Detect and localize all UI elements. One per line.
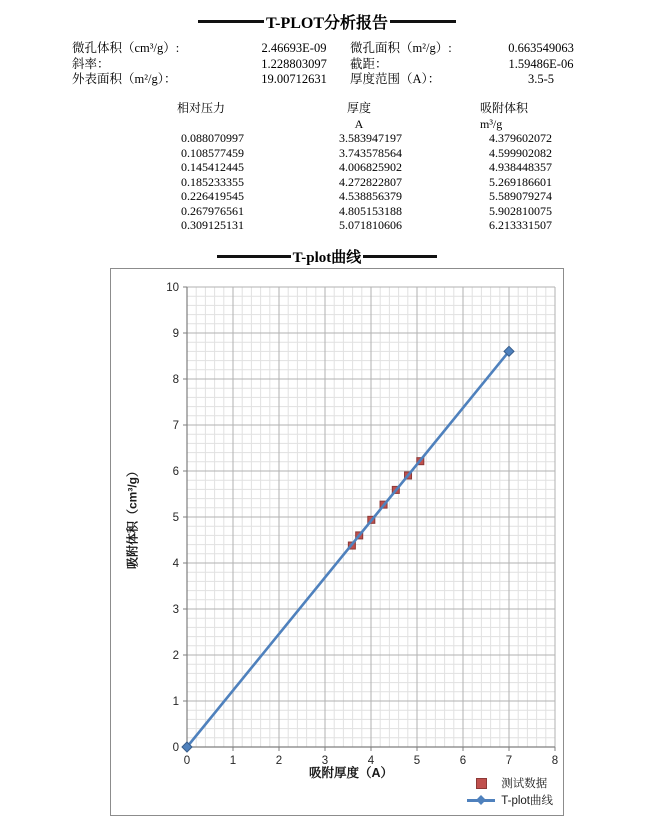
y-tick-label: 1 bbox=[172, 696, 179, 708]
table-cell: 0.185233355 bbox=[181, 174, 244, 189]
legend-label: 测试数据 bbox=[501, 778, 548, 790]
y-tick-label: 6 bbox=[172, 466, 179, 478]
param-value: 19.00712631 bbox=[261, 72, 327, 86]
data-table bbox=[0, 100, 654, 233]
table-cell: 0.088070997 bbox=[181, 131, 244, 145]
y-tick-label: 3 bbox=[172, 604, 179, 616]
table-cell: 0.226419545 bbox=[181, 189, 244, 203]
x-tick-label: 5 bbox=[413, 755, 421, 767]
title-dash-right bbox=[390, 20, 456, 23]
y-tick-label: 7 bbox=[172, 420, 179, 432]
legend-label: T-plot曲线 bbox=[501, 795, 553, 807]
report-title bbox=[0, 10, 654, 33]
chart-title bbox=[0, 246, 654, 267]
x-tick-label: 8 bbox=[551, 755, 559, 767]
param-label: 微孔体积（cm³/g）: bbox=[72, 41, 180, 55]
legend-item bbox=[467, 793, 553, 807]
table-cell: 4.379602072 bbox=[489, 131, 552, 145]
table-cell: 5.902810075 bbox=[489, 203, 552, 218]
table-cell: 3.743578564 bbox=[339, 145, 402, 160]
table-cell: 0.145412445 bbox=[181, 160, 244, 174]
chart-legend bbox=[467, 776, 553, 807]
column-header: 吸附体积 bbox=[480, 101, 529, 115]
y-tick-label: 2 bbox=[172, 650, 179, 662]
table-cell: 5.071810606 bbox=[339, 218, 402, 232]
table-cell: 4.805153188 bbox=[339, 203, 402, 218]
x-tick-label: 7 bbox=[505, 755, 513, 767]
table-cell: 0.108577459 bbox=[181, 145, 244, 160]
table-cell: 4.599902082 bbox=[489, 145, 552, 160]
table-cell: 5.589079274 bbox=[489, 189, 552, 203]
title-dash-left bbox=[198, 20, 264, 23]
y-tick-label: 5 bbox=[172, 512, 179, 524]
y-tick-label: 10 bbox=[166, 282, 179, 294]
chart-title-text: T-plot曲线 bbox=[292, 250, 362, 266]
table-row bbox=[0, 218, 654, 233]
param-label: 外表面积（m²/g）： bbox=[72, 72, 177, 86]
table-cell: 6.213331507 bbox=[489, 218, 552, 232]
diamond-marker-icon bbox=[476, 795, 486, 805]
table-row bbox=[0, 175, 654, 190]
x-tick-label: 6 bbox=[459, 755, 467, 767]
report-parameters bbox=[72, 41, 596, 88]
chart-title-dash-left bbox=[217, 255, 291, 258]
param-value: 1.59486E-06 bbox=[508, 56, 574, 71]
column-unit: A bbox=[354, 117, 364, 131]
table-row bbox=[0, 204, 654, 219]
param-label: 厚度范围（A）： bbox=[350, 72, 441, 86]
x-tick-label: 4 bbox=[367, 755, 375, 767]
table-cell: 4.006825902 bbox=[339, 160, 402, 174]
parameter-row bbox=[72, 57, 596, 73]
x-tick-label: 3 bbox=[321, 755, 329, 767]
param-label: 微孔面积（m²/g）: bbox=[350, 41, 452, 55]
legend-item bbox=[467, 776, 547, 790]
column-header: 相对压力 bbox=[176, 101, 225, 115]
chart-title-dash-right bbox=[363, 255, 437, 258]
table-row bbox=[0, 146, 654, 161]
param-value: 3.5-5 bbox=[527, 72, 555, 86]
x-tick-label: 0 bbox=[183, 755, 191, 767]
param-label: 斜率： bbox=[72, 56, 110, 71]
param-label: 截距： bbox=[350, 56, 388, 71]
param-value: 0.663549063 bbox=[508, 41, 574, 55]
y-tick-label: 0 bbox=[172, 742, 179, 754]
table-cell: 4.538856379 bbox=[339, 189, 402, 203]
parameter-row bbox=[72, 72, 596, 88]
plot-canvas bbox=[111, 269, 563, 815]
tplot-line bbox=[187, 351, 509, 747]
table-unit-row bbox=[0, 117, 654, 131]
y-tick-label: 4 bbox=[172, 558, 179, 570]
table-cell: 4.272822807 bbox=[339, 174, 402, 189]
tplot-chart bbox=[110, 268, 564, 816]
x-tick-label: 2 bbox=[275, 755, 283, 767]
y-tick-label: 9 bbox=[172, 328, 179, 340]
param-value: 2.46693E-09 bbox=[261, 41, 327, 55]
table-row bbox=[0, 160, 654, 175]
x-axis-title: 吸附厚度（A） bbox=[308, 766, 394, 780]
y-tick-label: 8 bbox=[172, 374, 179, 386]
square-marker-icon bbox=[476, 778, 487, 789]
table-cell: 3.583947197 bbox=[339, 131, 402, 145]
legend-line-swatch bbox=[467, 793, 495, 807]
param-value: 1.228803097 bbox=[261, 56, 327, 71]
y-axis-title: 吸附体积（cm³/g） bbox=[125, 464, 140, 570]
parameter-row bbox=[72, 41, 596, 57]
column-header: 厚度 bbox=[346, 101, 371, 115]
legend-square-swatch bbox=[467, 776, 495, 790]
table-cell: 5.269186601 bbox=[489, 174, 552, 189]
x-tick-label: 1 bbox=[229, 755, 237, 767]
table-row bbox=[0, 131, 654, 146]
table-row bbox=[0, 189, 654, 204]
line-marker-icon bbox=[467, 799, 495, 802]
table-cell: 0.267976561 bbox=[181, 203, 244, 218]
table-cell: 0.309125131 bbox=[181, 218, 244, 232]
report-title-text: T-PLOT分析报告 bbox=[265, 15, 389, 32]
table-cell: 4.938448357 bbox=[489, 160, 552, 174]
column-unit: m³/g bbox=[480, 117, 503, 131]
table-header-row bbox=[0, 100, 654, 117]
